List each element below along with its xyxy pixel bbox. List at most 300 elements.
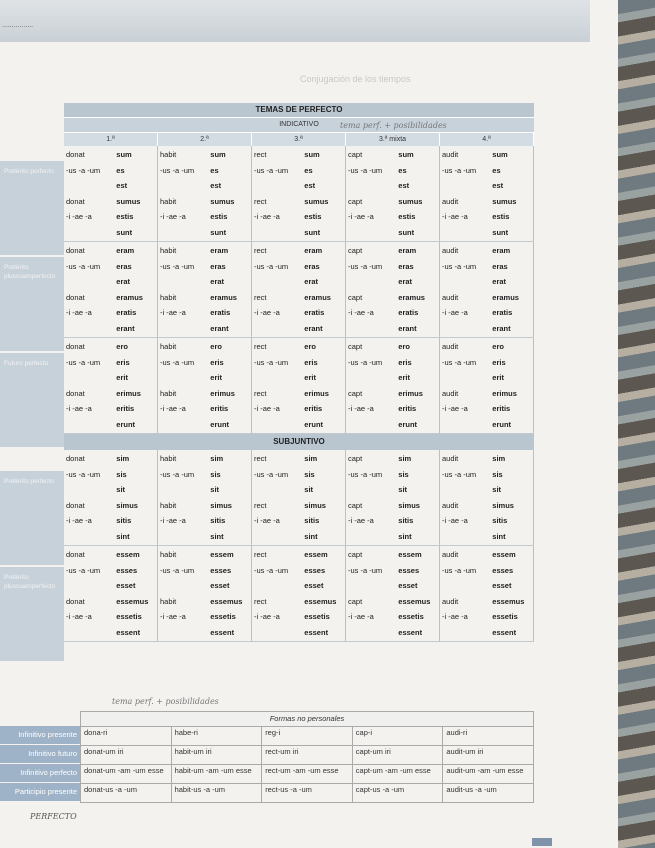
auxiliary-text: essemus bbox=[210, 596, 243, 606]
auxiliary-text: sit bbox=[398, 485, 408, 494]
stem-text: -i -ae -a bbox=[348, 612, 374, 621]
faded-heading: Conjugación de los tiempos bbox=[300, 74, 411, 84]
auxiliary-text: eram bbox=[398, 246, 417, 255]
stem-text: donat bbox=[66, 292, 85, 302]
conjugation-cell bbox=[252, 450, 346, 545]
stem-text bbox=[254, 417, 304, 433]
stem-text: donat bbox=[66, 342, 85, 351]
stem-text: -i -ae -a bbox=[442, 404, 468, 413]
auxiliary-text: ero bbox=[116, 342, 128, 351]
auxiliary-text: es bbox=[304, 165, 313, 175]
auxiliary-text: est bbox=[398, 181, 410, 190]
stem-text: -i -ae -a bbox=[442, 516, 468, 525]
stem-text bbox=[348, 578, 398, 594]
non-personal-cell: donat-us -a -um bbox=[81, 784, 172, 802]
auxiliary-text: est bbox=[116, 181, 128, 190]
stem-text: -i -ae -a bbox=[348, 212, 374, 221]
non-personal-cell: rect-um iri bbox=[262, 746, 353, 764]
non-personal-cell: audi-ri bbox=[443, 727, 534, 745]
stem-text: habit bbox=[160, 388, 177, 398]
stem-text bbox=[160, 178, 210, 194]
stem-text: audit bbox=[442, 292, 459, 302]
stem-text bbox=[348, 482, 398, 498]
auxiliary-text: sumus bbox=[492, 196, 517, 206]
stem-text: -us -a -um bbox=[160, 165, 195, 175]
auxiliary-text: sint bbox=[210, 531, 224, 541]
conjugation-cell bbox=[252, 546, 346, 641]
non-personal-cell: habit-um -am -um esse bbox=[172, 765, 263, 783]
auxiliary-text: sit bbox=[492, 485, 502, 494]
stem-text: -i -ae -a bbox=[442, 308, 468, 317]
stem-text: capt bbox=[348, 292, 363, 302]
auxiliary-text: sitis bbox=[210, 516, 226, 525]
auxiliary-text: erit bbox=[210, 373, 222, 382]
stem-text bbox=[160, 370, 210, 386]
conjugation-cell bbox=[252, 242, 346, 337]
stem-text: donat bbox=[66, 246, 85, 255]
stem-text: capt bbox=[348, 388, 363, 398]
stem-text: -us -a -um bbox=[348, 469, 383, 479]
stem-text: -i -ae -a bbox=[66, 404, 92, 413]
stem-text: -us -a -um bbox=[160, 469, 195, 479]
auxiliary-text: sum bbox=[210, 150, 226, 159]
stem-text: audit bbox=[442, 596, 459, 606]
stem-text: -i -ae -a bbox=[442, 612, 468, 621]
stem-text: -us -a -um bbox=[442, 469, 477, 479]
stem-text bbox=[66, 225, 116, 241]
auxiliary-text: sint bbox=[304, 531, 318, 541]
stem-text bbox=[348, 370, 398, 386]
stem-text: -us -a -um bbox=[442, 165, 477, 175]
auxiliary-text: esset bbox=[398, 581, 418, 590]
conjugation-cell bbox=[158, 546, 252, 641]
auxiliary-text: eratis bbox=[116, 308, 137, 317]
stem-text bbox=[66, 529, 116, 545]
auxiliary-text: est bbox=[210, 181, 222, 190]
stem-text: -i -ae -a bbox=[160, 212, 186, 221]
auxiliary-text: erant bbox=[210, 323, 229, 333]
auxiliary-text: erimus bbox=[304, 388, 329, 398]
auxiliary-text: sint bbox=[116, 531, 130, 541]
stem-text bbox=[160, 225, 210, 241]
conjugation-cell bbox=[64, 546, 158, 641]
stem-text bbox=[254, 625, 304, 641]
auxiliary-text: essemus bbox=[304, 596, 337, 606]
stem-text: rect bbox=[254, 550, 267, 559]
conjugation-cell bbox=[64, 450, 158, 545]
auxiliary-text: sumus bbox=[116, 196, 141, 206]
auxiliary-text: eritis bbox=[210, 404, 229, 413]
auxiliary-text: essem bbox=[116, 550, 140, 559]
non-personal-cell: capt-um iri bbox=[353, 746, 444, 764]
non-personal-forms-table bbox=[80, 711, 534, 803]
auxiliary-text: estis bbox=[492, 212, 510, 221]
handwritten-perfecto: PERFECTO bbox=[30, 812, 77, 821]
auxiliary-text: essetis bbox=[116, 612, 142, 621]
auxiliary-text: simus bbox=[116, 500, 138, 510]
stem-text: -i -ae -a bbox=[66, 308, 92, 317]
auxiliary-text: essetis bbox=[492, 612, 518, 621]
auxiliary-text: eritis bbox=[304, 404, 323, 413]
auxiliary-text: erimus bbox=[398, 388, 423, 398]
row-label: Pretérito pluscuamperfecto bbox=[4, 574, 56, 590]
auxiliary-text: eris bbox=[492, 357, 506, 367]
stem-text: -i -ae -a bbox=[348, 516, 374, 525]
auxiliary-text: sunt bbox=[210, 227, 227, 237]
stem-text: capt bbox=[348, 596, 363, 606]
stem-text: habit bbox=[160, 292, 177, 302]
stem-text: -us -a -um bbox=[348, 357, 383, 367]
conjugation-cell bbox=[440, 338, 534, 433]
non-personal-label: Infinitivo presente bbox=[0, 726, 80, 744]
auxiliary-text: essent bbox=[304, 627, 329, 637]
auxiliary-text: sumus bbox=[210, 196, 235, 206]
auxiliary-text: eramus bbox=[398, 292, 425, 302]
stem-text: habit bbox=[160, 596, 177, 606]
stem-text bbox=[348, 321, 398, 337]
non-personal-label: Participio presente bbox=[0, 783, 80, 801]
stem-text bbox=[348, 417, 398, 433]
stem-text: capt bbox=[348, 454, 363, 463]
auxiliary-text: erimus bbox=[492, 388, 517, 398]
non-personal-cell: donat-um iri bbox=[81, 746, 172, 764]
stem-text bbox=[348, 625, 398, 641]
auxiliary-text: eramus bbox=[492, 292, 519, 302]
auxiliary-text: esses bbox=[116, 565, 138, 575]
auxiliary-text: sis bbox=[492, 469, 503, 479]
auxiliary-text: eratis bbox=[398, 308, 419, 317]
col-3-mixed: 3.ª mixta bbox=[346, 133, 440, 146]
row-label: Futuro perfecto bbox=[4, 360, 49, 367]
stem-text: -i -ae -a bbox=[160, 612, 186, 621]
stem-text: capt bbox=[348, 150, 363, 159]
stem-text: rect bbox=[254, 292, 267, 302]
auxiliary-text: essent bbox=[210, 627, 235, 637]
conjugation-cell bbox=[440, 146, 534, 241]
auxiliary-text: eras bbox=[492, 261, 508, 271]
stem-text: -i -ae -a bbox=[66, 212, 92, 221]
auxiliary-text: esset bbox=[116, 581, 136, 590]
conjugation-cell bbox=[158, 242, 252, 337]
auxiliary-text: sim bbox=[116, 454, 130, 463]
auxiliary-text: simus bbox=[492, 500, 514, 510]
auxiliary-text: erunt bbox=[492, 419, 512, 429]
auxiliary-text: eratis bbox=[210, 308, 231, 317]
stem-text: audit bbox=[442, 150, 459, 159]
auxiliary-text: eramus bbox=[116, 292, 143, 302]
auxiliary-text: sint bbox=[492, 531, 506, 541]
auxiliary-text: sum bbox=[116, 150, 132, 159]
conjugation-cell bbox=[346, 546, 440, 641]
stem-text: donat bbox=[66, 150, 85, 159]
auxiliary-text: sim bbox=[304, 454, 318, 463]
auxiliary-text: sunt bbox=[492, 227, 509, 237]
auxiliary-text: eras bbox=[116, 261, 132, 271]
auxiliary-text: es bbox=[398, 165, 407, 175]
table-title: TEMAS DE PERFECTO bbox=[64, 103, 534, 118]
auxiliary-text: eram bbox=[492, 246, 511, 255]
stem-text: donat bbox=[66, 454, 85, 463]
auxiliary-text: ero bbox=[304, 342, 316, 351]
auxiliary-text: erat bbox=[210, 277, 225, 286]
auxiliary-text: sis bbox=[116, 469, 127, 479]
stem-text: -us -a -um bbox=[66, 357, 101, 367]
auxiliary-text: essemus bbox=[116, 596, 149, 606]
stem-text: -i -ae -a bbox=[66, 612, 92, 621]
conjugation-cell bbox=[252, 338, 346, 433]
stem-text: audit bbox=[442, 500, 459, 510]
auxiliary-text: eratis bbox=[304, 308, 325, 317]
stem-text bbox=[254, 370, 304, 386]
auxiliary-text: sit bbox=[304, 485, 314, 494]
conjugation-block bbox=[64, 146, 534, 242]
stem-text: donat bbox=[66, 388, 85, 398]
stem-text: donat bbox=[66, 596, 85, 606]
stem-text: audit bbox=[442, 342, 459, 351]
stem-text: habit bbox=[160, 342, 177, 351]
auxiliary-text: simus bbox=[304, 500, 326, 510]
non-personal-cell: audit-um iri bbox=[443, 746, 534, 764]
stem-text bbox=[442, 370, 492, 386]
stem-text: -us -a -um bbox=[66, 565, 101, 575]
stem-text: -i -ae -a bbox=[254, 212, 280, 221]
auxiliary-text: erit bbox=[398, 373, 410, 382]
stem-text: -i -ae -a bbox=[254, 308, 280, 317]
column-headers bbox=[64, 133, 534, 146]
auxiliary-text: essent bbox=[116, 627, 141, 637]
conjugation-cell bbox=[440, 546, 534, 641]
auxiliary-text: essemus bbox=[492, 596, 525, 606]
auxiliary-text: essem bbox=[492, 550, 516, 559]
conjugation-cell bbox=[346, 338, 440, 433]
stem-text bbox=[442, 274, 492, 290]
auxiliary-text: es bbox=[210, 165, 219, 175]
stem-text: rect bbox=[254, 500, 267, 510]
non-personal-row bbox=[80, 727, 534, 746]
auxiliary-text: ero bbox=[210, 342, 222, 351]
auxiliary-text: sim bbox=[210, 454, 224, 463]
auxiliary-text: eram bbox=[210, 246, 229, 255]
stem-text: rect bbox=[254, 388, 267, 398]
auxiliary-text: eramus bbox=[304, 292, 331, 302]
auxiliary-text: eratis bbox=[492, 308, 513, 317]
stem-text: -i -ae -a bbox=[160, 404, 186, 413]
auxiliary-text: essent bbox=[492, 627, 517, 637]
stem-text: -us -a -um bbox=[348, 261, 383, 271]
conjugation-cell bbox=[158, 450, 252, 545]
auxiliary-text: erit bbox=[304, 373, 316, 382]
auxiliary-text: esset bbox=[304, 581, 324, 590]
stem-text: -i -ae -a bbox=[348, 308, 374, 317]
non-personal-cell: habe-ri bbox=[172, 727, 263, 745]
stem-text: -i -ae -a bbox=[66, 516, 92, 525]
stem-text bbox=[348, 225, 398, 241]
stem-text bbox=[442, 225, 492, 241]
auxiliary-text: essem bbox=[210, 550, 234, 559]
stem-text bbox=[442, 578, 492, 594]
page-badge bbox=[532, 838, 552, 846]
stem-text bbox=[254, 529, 304, 545]
stem-text bbox=[348, 529, 398, 545]
auxiliary-text: sumus bbox=[398, 196, 423, 206]
stem-text bbox=[442, 625, 492, 641]
perfect-tense-table bbox=[64, 103, 534, 642]
auxiliary-text: sum bbox=[304, 150, 320, 159]
non-personal-label: Infinitivo perfecto bbox=[0, 764, 80, 782]
auxiliary-text: esset bbox=[492, 581, 512, 590]
auxiliary-text: sitis bbox=[492, 516, 508, 525]
conjugation-block bbox=[64, 338, 534, 434]
non-personal-row bbox=[80, 765, 534, 784]
non-personal-row bbox=[80, 746, 534, 765]
stem-text: -i -ae -a bbox=[254, 516, 280, 525]
non-personal-cell: habit-us -a -um bbox=[172, 784, 263, 802]
auxiliary-text: estis bbox=[116, 212, 134, 221]
stem-text bbox=[254, 578, 304, 594]
stem-text: donat bbox=[66, 500, 85, 510]
conjugation-block bbox=[64, 546, 534, 642]
stem-text bbox=[442, 321, 492, 337]
auxiliary-text: sim bbox=[398, 454, 412, 463]
stem-text bbox=[66, 578, 116, 594]
stem-text: -i -ae -a bbox=[348, 404, 374, 413]
stem-text bbox=[66, 625, 116, 641]
auxiliary-text: est bbox=[492, 181, 504, 190]
auxiliary-text: essetis bbox=[304, 612, 330, 621]
stem-text: -i -ae -a bbox=[160, 516, 186, 525]
col-2: 2.ª bbox=[158, 133, 252, 146]
auxiliary-text: esses bbox=[304, 565, 326, 575]
conjugation-cell bbox=[64, 146, 158, 241]
stem-text: -us -a -um bbox=[254, 469, 289, 479]
non-personal-cell: donat-um -am -um esse bbox=[81, 765, 172, 783]
non-personal-row bbox=[80, 784, 534, 803]
row-label: Pretérito perfecto bbox=[4, 478, 54, 485]
stem-text bbox=[66, 178, 116, 194]
auxiliary-text: sitis bbox=[116, 516, 132, 525]
auxiliary-text: sis bbox=[304, 469, 315, 479]
non-personal-header: Formas no personales bbox=[80, 711, 534, 727]
auxiliary-text: estis bbox=[304, 212, 322, 221]
stem-text bbox=[254, 321, 304, 337]
non-personal-cell: capt-us -a -um bbox=[353, 784, 444, 802]
conjugation-block bbox=[64, 242, 534, 338]
stem-text: audit bbox=[442, 196, 459, 206]
stem-text: -us -a -um bbox=[66, 261, 101, 271]
row-label: Pretérito perfecto bbox=[4, 168, 54, 175]
conjugation-cell bbox=[252, 146, 346, 241]
auxiliary-text: eram bbox=[304, 246, 323, 255]
stem-text: capt bbox=[348, 500, 363, 510]
auxiliary-text: sunt bbox=[304, 227, 321, 237]
conjugation-block bbox=[64, 450, 534, 546]
auxiliary-text: sumus bbox=[304, 196, 329, 206]
auxiliary-text: erit bbox=[116, 373, 128, 382]
stem-text bbox=[66, 321, 116, 337]
auxiliary-text: esses bbox=[492, 565, 514, 575]
stem-text: -i -ae -a bbox=[442, 212, 468, 221]
stem-text: -us -a -um bbox=[254, 357, 289, 367]
auxiliary-text: esses bbox=[398, 565, 420, 575]
stem-text: capt bbox=[348, 550, 363, 559]
stem-text: habit bbox=[160, 196, 177, 206]
stem-text bbox=[442, 178, 492, 194]
auxiliary-text: sit bbox=[116, 485, 126, 494]
non-personal-label: Infinitivo futuro bbox=[0, 745, 80, 763]
auxiliary-text: ero bbox=[492, 342, 504, 351]
col-4: 4.ª bbox=[440, 133, 534, 146]
stem-text: audit bbox=[442, 246, 459, 255]
auxiliary-text: eras bbox=[210, 261, 226, 271]
stem-text: -us -a -um bbox=[254, 165, 289, 175]
auxiliary-text: est bbox=[304, 181, 316, 190]
stem-text: capt bbox=[348, 342, 363, 351]
subjunctive-header: SUBJUNTIVO bbox=[64, 434, 534, 450]
auxiliary-text: eras bbox=[398, 261, 414, 271]
conjugation-cell bbox=[346, 146, 440, 241]
conjugation-cell bbox=[158, 146, 252, 241]
stem-text: donat bbox=[66, 196, 85, 206]
stem-text bbox=[442, 529, 492, 545]
auxiliary-text: simus bbox=[210, 500, 232, 510]
auxiliary-text: erant bbox=[116, 323, 135, 333]
auxiliary-text: sitis bbox=[398, 516, 414, 525]
col-1: 1.ª bbox=[64, 133, 158, 146]
stem-text bbox=[66, 417, 116, 433]
auxiliary-text: sint bbox=[398, 531, 412, 541]
stem-text: rect bbox=[254, 342, 267, 351]
stem-text: capt bbox=[348, 196, 363, 206]
auxiliary-text: simus bbox=[398, 500, 420, 510]
auxiliary-text: sit bbox=[210, 485, 220, 494]
stem-text: capt bbox=[348, 246, 363, 255]
auxiliary-text: erant bbox=[304, 323, 323, 333]
background-stones bbox=[618, 0, 655, 848]
stem-text: -us -a -um bbox=[66, 469, 101, 479]
stem-text: -us -a -um bbox=[254, 565, 289, 575]
auxiliary-text: eritis bbox=[398, 404, 417, 413]
top-strip bbox=[0, 0, 590, 42]
stem-text: habit bbox=[160, 550, 177, 559]
auxiliary-text: estis bbox=[210, 212, 228, 221]
non-personal-cell: habit-um iri bbox=[172, 746, 263, 764]
auxiliary-text: erat bbox=[116, 277, 131, 286]
auxiliary-text: sitis bbox=[304, 516, 320, 525]
auxiliary-text: eras bbox=[304, 261, 320, 271]
auxiliary-text: sis bbox=[398, 469, 409, 479]
handwritten-note-bottom: tema perf. + posibilidades bbox=[112, 697, 219, 706]
auxiliary-text: sis bbox=[210, 469, 221, 479]
conjugation-cell bbox=[64, 338, 158, 433]
auxiliary-text: eris bbox=[210, 357, 224, 367]
auxiliary-text: eram bbox=[116, 246, 135, 255]
stem-text: -us -a -um bbox=[442, 261, 477, 271]
auxiliary-text: es bbox=[492, 165, 501, 175]
stem-text: audit bbox=[442, 454, 459, 463]
auxiliary-text: eritis bbox=[492, 404, 511, 413]
stem-text bbox=[442, 482, 492, 498]
stem-text: audit bbox=[442, 388, 459, 398]
stem-text: -us -a -um bbox=[348, 165, 383, 175]
auxiliary-text: essetis bbox=[210, 612, 236, 621]
auxiliary-text: sim bbox=[492, 454, 506, 463]
auxiliary-text: eritis bbox=[116, 404, 135, 413]
stem-text: habit bbox=[160, 246, 177, 255]
stem-text: habit bbox=[160, 150, 177, 159]
stem-text: -us -a -um bbox=[348, 565, 383, 575]
auxiliary-text: erat bbox=[398, 277, 413, 286]
stem-text: audit bbox=[442, 550, 459, 559]
